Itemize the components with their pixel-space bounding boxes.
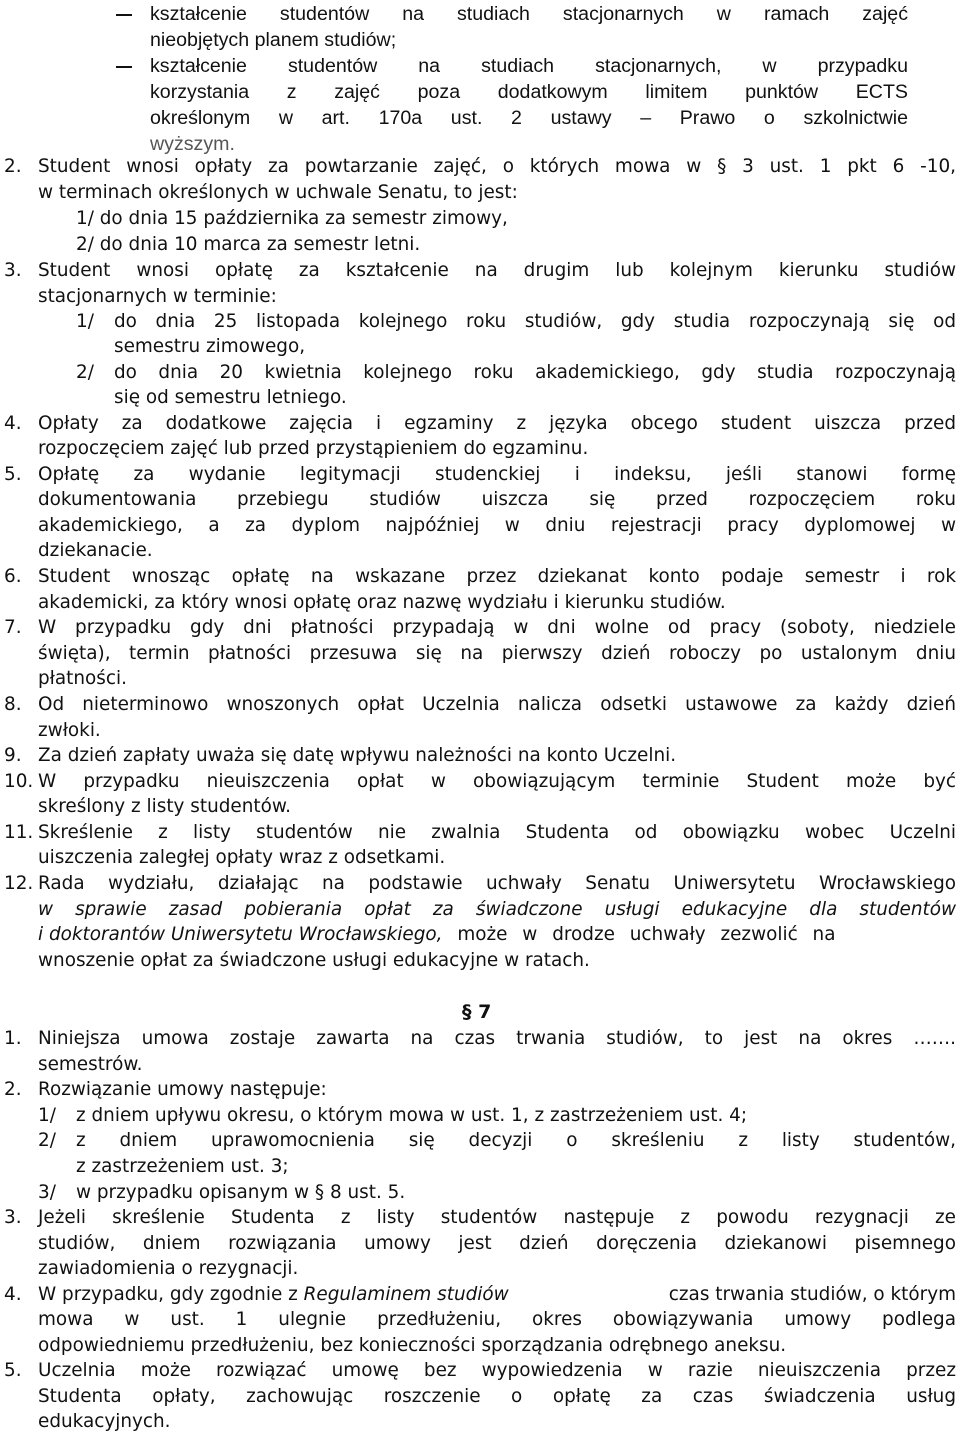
paragraph-line: edukacyjnych. — [38, 1411, 171, 1432]
paragraph-line: Student wnosząc opłatę na wskazane przez dziekanat konto podaje semestr i rok — [38, 566, 956, 587]
paragraph-line: Za dzień zapłaty uważa się datę wpływu należności na konto Uczelni. — [38, 745, 677, 766]
italic-span: i doktorantów Uniwersytetu Wrocławskiego, — [38, 924, 443, 945]
item-number: 9. — [4, 745, 22, 766]
item-number: 3. — [4, 260, 22, 281]
item-number: 5. — [4, 464, 22, 485]
paragraph-line: W przypadku nieuiszczenia opłat w obowiązującym terminie Student może być — [38, 771, 956, 792]
paragraph-line: Skreślenie z listy studentów nie zwalnia Studenta od obowiązku wobec Uczelni — [38, 822, 956, 843]
paragraph-line: zawiadomienia o rezygnacji. — [38, 1258, 299, 1279]
list-item: wyższym. — [150, 133, 235, 155]
section-number: 7 — [478, 1001, 492, 1023]
paragraph-line: rozpoczęciem zajęć lub przed przystąpieniem do egzaminu. — [38, 438, 589, 459]
paragraph-line — [38, 1284, 956, 1306]
paragraph-line: mowa w ust. 1 ulegnie przedłużeniu, okres obowiązywania umowy podlega — [38, 1309, 956, 1330]
paragraph-line: w terminach określonych w uchwale Senatu, to jest: — [38, 182, 518, 203]
paragraph-line: dziekanacie. — [38, 540, 153, 561]
item-number: 6. — [4, 566, 22, 587]
item-number: 4. — [4, 1284, 22, 1305]
item-number: 10. — [4, 771, 34, 792]
paragraph-line: W przypadku gdy dni płatności przypadają w dni wolne od pracy (soboty, niedziele — [38, 617, 956, 638]
paragraph-line: dokumentowania przebiegu studiów uiszcza się przed rozpoczęciem roku — [38, 489, 956, 510]
item-number: 2. — [4, 1079, 22, 1100]
paragraph-line: Opłaty za dodatkowe zajęcia i egzaminy z języka obcego student uiszcza przed — [38, 413, 956, 434]
paragraph-line: do dnia 20 kwietnia kolejnego roku akademickiego, gdy studia rozpoczynają — [114, 362, 956, 383]
paragraph-line: odpowiedniemu przedłużeniu, bez konieczności sporządzania odrębnego aneksu. — [38, 1335, 787, 1356]
paragraph-line: z zastrzeżeniem ust. 3; — [76, 1156, 289, 1177]
paragraph-line: się od semestru letniego. — [114, 387, 347, 408]
item-number: 2/ — [38, 1130, 56, 1151]
text-span: może w drodze uchwały zezwolić na — [442, 924, 836, 945]
item-number: 1. — [4, 1028, 22, 1049]
paragraph-line: uiszczenia zaległej opłaty wraz z odsetkami. — [38, 847, 446, 868]
paragraph-line: akademickiego, a za dyplom najpóźniej w dniu rejestracji pracy dyplomowej w — [38, 515, 956, 536]
item-number: 2/ — [76, 362, 94, 383]
item-number: 3/ — [38, 1182, 56, 1203]
item-number: 12. — [4, 873, 34, 894]
paragraph-line: Uczelnia może rozwiązać umowę bez wypowiedzenia w razie nieuiszczenia przez — [38, 1360, 956, 1381]
paragraph-line: 2/ do dnia 10 marca za semestr letni. — [76, 234, 421, 255]
paragraph-line: Student wnosi opłatę za kształcenie na drugim lub kolejnym kierunku studiów — [38, 260, 956, 281]
item-number: 2. — [4, 156, 22, 177]
item-number: 7. — [4, 617, 22, 638]
dash-bullet — [116, 14, 132, 16]
paragraph-line: z dniem uprawomocnienia się decyzji o skreśleniu z listy studentów, — [76, 1130, 956, 1151]
paragraph-line: Opłatę za wydanie legitymacji studenckiej i indeksu, jeśli stanowi formę — [38, 464, 956, 485]
section-symbol: § — [462, 1001, 472, 1023]
paragraph-line: do dnia 25 listopada kolejnego roku studiów, gdy studia rozpoczynają się od — [114, 311, 956, 332]
list-item: kształcenie studentów na studiach stacjonarnych, w przypadku — [150, 55, 908, 77]
paragraph-line: semestru zimowego, — [114, 336, 306, 357]
text-span: czas trwania studiów, o którym — [662, 1284, 956, 1305]
paragraph-line: semestrów. — [38, 1054, 143, 1075]
paragraph-line: Niniejsza umowa zostaje zawarta na czas trwania studiów, to jest na okres ……. — [38, 1028, 956, 1049]
item-number: 1/ — [38, 1105, 56, 1126]
italic-span: Regulaminem studiów — [303, 1284, 509, 1305]
item-number: 3. — [4, 1207, 22, 1228]
list-item: określonym w art. 170a ust. 2 ustawy – Prawo o szkolnictwie — [150, 107, 908, 129]
paragraph-line: wnoszenie opłat za świadczone usługi edukacyjne w ratach. — [38, 950, 590, 971]
paragraph-line: Od nieterminowo wnoszonych opłat Uczelnia nalicza odsetki ustawowe za każdy dzień — [38, 694, 956, 715]
paragraph-line: Studenta opłaty, zachowując roszczenie o opłatę za czas świadczenia usług — [38, 1386, 956, 1407]
paragraph-line: akademicki, za który wnosi opłatę oraz nazwę wydziału i kierunku studiów. — [38, 592, 726, 613]
text-span: W przypadku, gdy zgodnie z — [38, 1284, 304, 1305]
item-number: 8. — [4, 694, 22, 715]
dash-bullet — [116, 66, 132, 68]
paragraph-line: Rozwiązanie umowy następuje: — [38, 1079, 327, 1100]
paragraph-line: skreślony z listy studentów. — [38, 796, 292, 817]
paragraph-line: zwłoki. — [38, 720, 101, 741]
paragraph-line: z dniem upływu okresu, o którym mowa w ust. 1, z zastrzeżeniem ust. 4; — [76, 1105, 748, 1126]
paragraph-line: Student wnosi opłaty za powtarzanie zajęć, o których mowa w § 3 ust. 1 pkt 6 -10, — [38, 156, 956, 177]
item-number: 4. — [4, 413, 22, 434]
list-item: kształcenie studentów na studiach stacjonarnych w ramach zajęć — [150, 3, 908, 25]
paragraph-line: stacjonarnych w terminie: — [38, 286, 277, 307]
list-item: korzystania z zajęć poza dodatkowym limitem punktów ECTS — [150, 81, 908, 103]
text-span — [38, 1284, 509, 1306]
section-heading — [462, 1001, 491, 1023]
item-number: 5. — [4, 1360, 22, 1381]
paragraph-line: święta), termin płatności przesuwa się na pierwszy dzień roboczy po ustalonym dniu — [38, 643, 956, 664]
item-number: 1/ — [76, 311, 94, 332]
paragraph-line: Jeżeli skreślenie Studenta z listy studentów następuje z powodu rezygnacji ze — [38, 1207, 956, 1228]
paragraph-line: 1/ do dnia 15 października za semestr zimowy, — [76, 208, 508, 229]
item-number: 11. — [4, 822, 34, 843]
paragraph-line: studiów, dniem rozwiązania umowy jest dzień doręczenia dziekanowi pisemnego — [38, 1233, 956, 1254]
paragraph-line: w przypadku opisanym w § 8 ust. 5. — [76, 1182, 406, 1203]
list-item: nieobjętych planem studiów; — [150, 29, 397, 51]
paragraph-line: płatności. — [38, 668, 127, 689]
paragraph-line: Rada wydziału, działając na podstawie uchwały Senatu Uniwersytetu Wrocławskiego — [38, 873, 956, 894]
paragraph-line-italic: w sprawie zasad pobierania opłat za świadczone usługi edukacyjne dla studentów — [38, 899, 956, 920]
paragraph-line — [38, 924, 956, 946]
